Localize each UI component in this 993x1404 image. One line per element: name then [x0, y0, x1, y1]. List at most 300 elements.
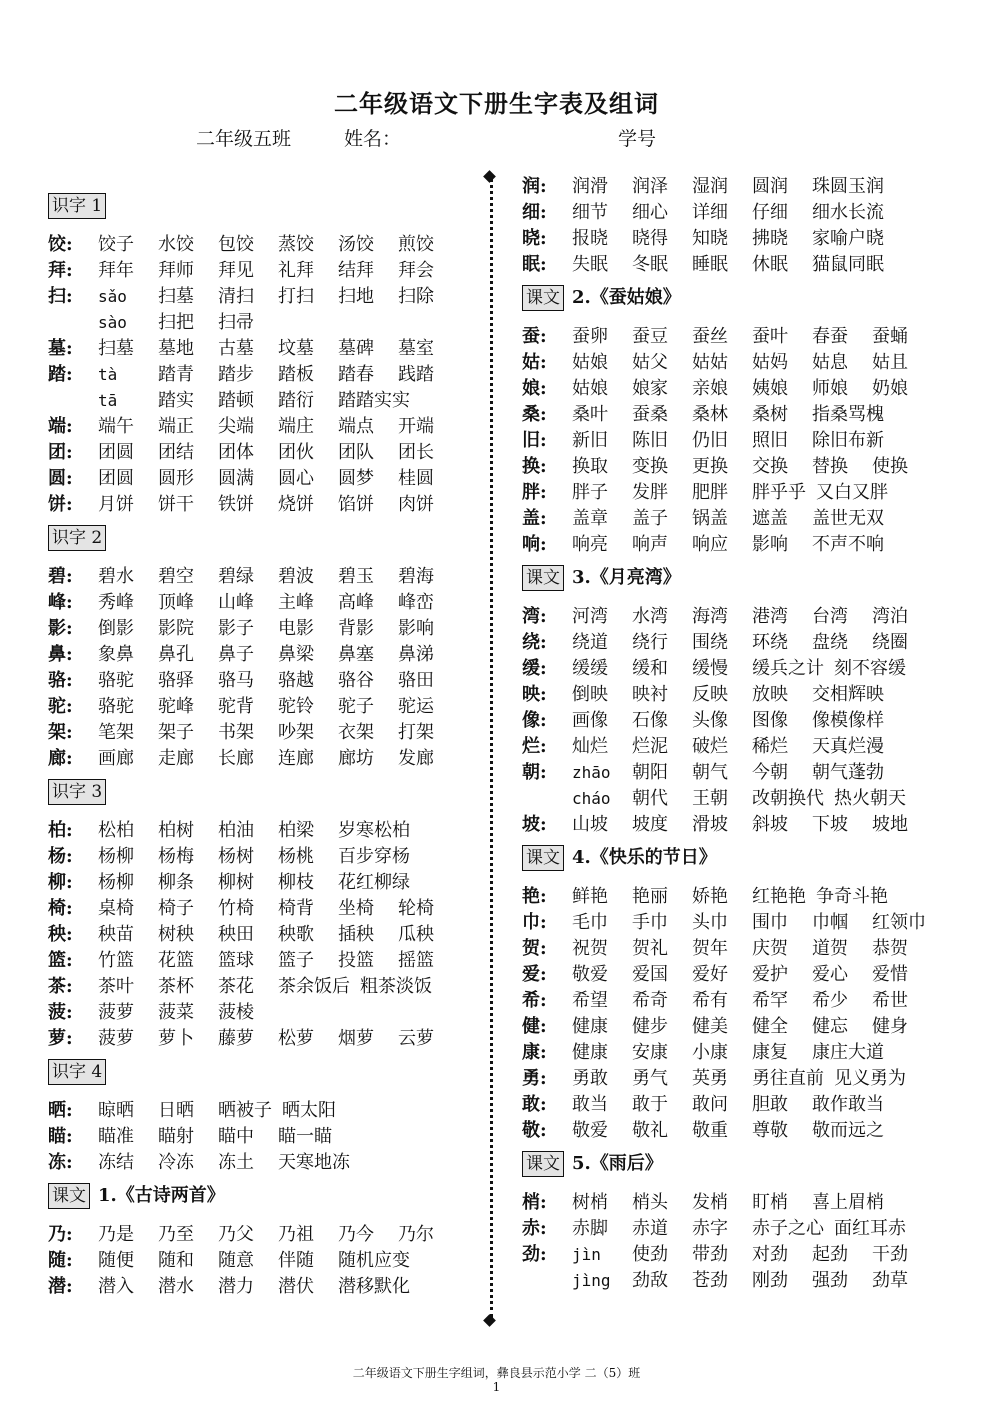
word-list [572, 910, 936, 936]
vocab-character: 椅: [48, 898, 73, 919]
vocab-character: 团: [48, 442, 73, 463]
vocab-row [48, 1274, 468, 1300]
lesson-section [48, 1182, 468, 1300]
vocab-character: 绕: [522, 632, 547, 653]
vocab-word: 盘绕 [812, 632, 848, 653]
vocab-character: 端: [48, 416, 73, 437]
vocab-word: 庆贺 [752, 938, 788, 959]
section-tag: 识字 1 [48, 193, 106, 219]
vocab-character: 敬: [522, 1120, 547, 1141]
vocab-word: 敬爱 [572, 964, 608, 985]
vocab-word: 树秧 [158, 924, 194, 945]
vocab-word: 赤字 [692, 1218, 728, 1239]
vocab-word: 踏春 [338, 364, 374, 385]
vocab-word: 连廊 [278, 748, 314, 769]
word-list [98, 668, 458, 694]
vocab-word: 菠菜 [158, 1002, 194, 1023]
word-list [98, 694, 458, 720]
vocab-word: 使换 [872, 456, 908, 477]
vocab-word: 康复 [752, 1042, 788, 1063]
vocab-row [522, 884, 952, 910]
vocab-row [48, 336, 468, 362]
vocab-word: 英勇 [692, 1068, 728, 1089]
word-list [572, 962, 932, 988]
vocab-word: 骆驼 [98, 670, 134, 691]
vocab-word: 践踏 [398, 364, 434, 385]
vocab-word: 盖子 [632, 508, 668, 529]
vocab-word: 锅盖 [692, 508, 728, 529]
vocab-row [522, 656, 952, 682]
vocab-word: 乃尔 [398, 1224, 434, 1245]
vocab-word: 扫除 [398, 286, 434, 307]
vocab-word: 天真烂漫 [812, 736, 884, 757]
vocab-row [522, 936, 952, 962]
lesson-section [522, 564, 952, 838]
vocab-word: 艳丽 [632, 886, 668, 907]
vocab-word: 杨柳 [98, 872, 134, 893]
vocab-word: 扫把 [158, 312, 194, 333]
word-list [98, 590, 458, 616]
vocab-row [48, 232, 468, 258]
vocab-word: 喜上眉梢 [812, 1192, 884, 1213]
vocab-word: 团圆 [98, 468, 134, 489]
vocab-word: 盖世无双 [812, 508, 884, 529]
vocab-word: 蒸饺 [278, 234, 314, 255]
class-name: 二年级五班 [196, 128, 292, 150]
vocab-word: 驼峰 [158, 696, 194, 717]
word-list [98, 258, 458, 284]
vocab-word: 润泽 [632, 176, 668, 197]
vocab-word: 藤萝 [218, 1028, 254, 1049]
vocab-word: 包饺 [218, 234, 254, 255]
vocab-word: 墓室 [398, 338, 434, 359]
vocab-word: 松柏 [98, 820, 134, 841]
vocab-word: 团圆 [98, 442, 134, 463]
vocab-word: 碧玉 [338, 566, 374, 587]
vocab-row [48, 258, 468, 284]
word-list [572, 1268, 932, 1294]
word-list [98, 974, 442, 1000]
vocab-row [522, 350, 952, 376]
word-list [572, 630, 932, 656]
pinyin-reading: tā [98, 391, 118, 410]
vocab-word: 踏青 [158, 364, 194, 385]
vocab-word: 胆敢 [752, 1094, 788, 1115]
vocab-word: 坡度 [632, 814, 668, 835]
pinyin-reading: jìng [572, 1271, 611, 1290]
vocab-word: 鼻梁 [278, 644, 314, 665]
vocab-character: 盖: [522, 508, 547, 529]
vocab-word: 对劲 [752, 1244, 788, 1265]
vocab-word: 画像 [572, 710, 608, 731]
vocab-word: 瞄准 [98, 1126, 134, 1147]
vocab-word: 细水长流 [812, 202, 884, 223]
vocab-row [48, 466, 468, 492]
vocab-word: 见义勇为 [834, 1068, 906, 1089]
word-list [98, 720, 458, 746]
vocab-word: 又白又胖 [816, 482, 888, 503]
vocab-word: 坐椅 [338, 898, 374, 919]
vocab-word: 铁饼 [218, 494, 254, 515]
vocab-word: 菠萝 [98, 1028, 134, 1049]
vocab-word: 桌椅 [98, 898, 134, 919]
vocab-word: 冻结 [98, 1152, 134, 1173]
vocab-word: 团体 [218, 442, 254, 463]
vocab-word: 冷冻 [158, 1152, 194, 1173]
vocab-word: 背影 [338, 618, 374, 639]
vocab-word: 竹篮 [98, 950, 134, 971]
vocab-word: 爱好 [692, 964, 728, 985]
vocab-word: 驼背 [218, 696, 254, 717]
vocab-character: 勇: [522, 1068, 547, 1089]
vocab-word: 尊敬 [752, 1120, 788, 1141]
vocab-word: 朝气蓬勃 [812, 762, 884, 783]
vocab-word: 书架 [218, 722, 254, 743]
vocab-word: 盯梢 [752, 1192, 788, 1213]
vocab-character: 桑: [522, 404, 547, 425]
vocab-word: 蚕卵 [572, 326, 608, 347]
vocab-character: 蚕: [522, 326, 547, 347]
vocab-word: 朝代 [632, 788, 668, 809]
vocab-word: 瞄射 [158, 1126, 194, 1147]
divider-top-diamond-icon [483, 170, 496, 183]
vocab-character: 细: [522, 202, 547, 223]
vocab-word: 姑且 [872, 352, 908, 373]
vocab-word: 发廊 [398, 748, 434, 769]
vocab-character: 眠: [522, 254, 547, 275]
vocab-character: 康: [522, 1042, 547, 1063]
vocab-word: 鼻涕 [398, 644, 434, 665]
vocab-word: 详细 [692, 202, 728, 223]
vocab-character: 缓: [522, 658, 547, 679]
vocab-word: 面红耳赤 [834, 1218, 906, 1239]
vocab-word: 缓缓 [572, 658, 608, 679]
vocab-word: 踏实 [158, 390, 194, 411]
word-list [572, 480, 898, 506]
vocab-row [48, 1222, 468, 1248]
vocab-word: 水饺 [158, 234, 194, 255]
vocab-word: 团结 [158, 442, 194, 463]
student-info-line [0, 124, 993, 152]
vocab-word: 今朝 [752, 762, 788, 783]
vocab-word: 勇往直前 [752, 1068, 824, 1089]
vocab-word: 健美 [692, 1016, 728, 1037]
vocab-word: 王朝 [692, 788, 728, 809]
vocab-word: 天寒地冻 [278, 1152, 350, 1173]
vocab-row [48, 492, 468, 518]
lesson-section [48, 1058, 468, 1176]
vocab-word: 杨柳 [98, 846, 134, 867]
vocab-row [48, 564, 468, 590]
word-list [98, 564, 458, 590]
vocab-word: 河湾 [572, 606, 608, 627]
vocab-character: 敢: [522, 1094, 547, 1115]
word-list [572, 656, 916, 682]
id-label: 学号 [618, 128, 657, 150]
vocab-word: 杨梅 [158, 846, 194, 867]
vocab-word: 康庄大道 [812, 1042, 884, 1063]
word-list [572, 682, 894, 708]
vocab-word: 赤脚 [572, 1218, 608, 1239]
vocab-word: 图像 [752, 710, 788, 731]
vocab-word: 晓得 [632, 228, 668, 249]
vocab-row [48, 870, 468, 896]
word-list [572, 1242, 932, 1268]
vocab-word: 烟萝 [338, 1028, 374, 1049]
vocab-row [522, 376, 952, 402]
vocab-character: 秧: [48, 924, 73, 945]
vocab-word: 绕圈 [872, 632, 908, 653]
vocab-word: 礼拜 [278, 260, 314, 281]
vocab-word: 端午 [98, 416, 134, 437]
vocab-word: 缓和 [632, 658, 668, 679]
vocab-word: 扫墓 [158, 286, 194, 307]
vocab-word: 倒影 [98, 618, 134, 639]
vocab-word: 墓地 [158, 338, 194, 359]
vocab-word: 桂圆 [398, 468, 434, 489]
vocab-word: 细心 [632, 202, 668, 223]
word-list [98, 818, 420, 844]
vocab-row [48, 284, 468, 310]
vocab-word: 影子 [218, 618, 254, 639]
vocab-word: 希罕 [752, 990, 788, 1011]
vocab-word: 桑树 [752, 404, 788, 425]
vocab-word: 长廊 [218, 748, 254, 769]
vocab-word: 健身 [872, 1016, 908, 1037]
vocab-word: 爱惜 [872, 964, 908, 985]
vocab-character: 换: [522, 456, 547, 477]
vocab-word: 拜年 [98, 260, 134, 281]
vocab-word: 骆驼 [98, 696, 134, 717]
vocab-word: 扫地 [338, 286, 374, 307]
vocab-word: 乃是 [98, 1224, 134, 1245]
vocab-character: 艳: [522, 886, 547, 907]
vocab-word: 贺礼 [632, 938, 668, 959]
vocab-word: 敬爱 [572, 1120, 608, 1141]
vocab-word: 篮球 [218, 950, 254, 971]
vocab-word: 润滑 [572, 176, 608, 197]
vocab-word: 踏步 [218, 364, 254, 385]
vocab-word: 使劲 [632, 1244, 668, 1265]
vocab-character: 贺: [522, 938, 547, 959]
vocab-row [48, 616, 468, 642]
vocab-word: 圆满 [218, 468, 254, 489]
vocab-row [522, 910, 952, 936]
vocab-word: 随便 [98, 1250, 134, 1271]
vocab-word: 饼干 [158, 494, 194, 515]
vocab-word: 圆梦 [338, 468, 374, 489]
vocab-word: 希少 [812, 990, 848, 1011]
lesson-section [48, 192, 468, 518]
vocab-word: 反映 [692, 684, 728, 705]
vocab-word: 梢头 [632, 1192, 668, 1213]
vocab-word: 休眠 [752, 254, 788, 275]
vocab-word: 椅子 [158, 898, 194, 919]
word-list [572, 936, 932, 962]
word-list [98, 284, 458, 310]
vocab-word: 碧波 [278, 566, 314, 587]
vocab-word: 骆谷 [338, 670, 374, 691]
vocab-word: 潜水 [158, 1276, 194, 1297]
vocab-word: 潜移默化 [338, 1276, 410, 1297]
vocab-word: 胖乎乎 [752, 482, 806, 503]
vocab-word: 缓慢 [692, 658, 728, 679]
vocab-word: 潜伏 [278, 1276, 314, 1297]
section-heading [48, 778, 468, 806]
vocab-character: 润: [522, 176, 547, 197]
vocab-word: 柏树 [158, 820, 194, 841]
vocab-word: 山坡 [572, 814, 608, 835]
vocab-row [48, 668, 468, 694]
vocab-row [522, 454, 952, 480]
vocab-row [522, 174, 952, 200]
vocab-word: 菠棱 [218, 1002, 254, 1023]
vocab-word: 姑娘 [572, 378, 608, 399]
vocab-word: 小康 [692, 1042, 728, 1063]
word-list [572, 174, 894, 200]
vocab-word: 鲜艳 [572, 886, 608, 907]
vocab-word: 汤饺 [338, 234, 374, 255]
vocab-character: 圆: [48, 468, 73, 489]
vocab-word: 台湾 [812, 606, 848, 627]
section-tag: 识字 3 [48, 779, 106, 805]
word-list [98, 1124, 342, 1150]
word-list [572, 1118, 894, 1144]
vocab-word: 冻土 [218, 1152, 254, 1173]
vocab-word: 绕行 [632, 632, 668, 653]
footer-text: 二年级语文下册生字组词，彝良县示范小学 二（5）班 [352, 1366, 641, 1380]
vocab-word: 热火朝天 [834, 788, 906, 809]
vocab-word: 秀峰 [98, 592, 134, 613]
vocab-character: 娘: [522, 378, 547, 399]
vocab-row [522, 962, 952, 988]
vocab-word: 交换 [752, 456, 788, 477]
lesson-section [522, 174, 952, 278]
vocab-word: 随意 [218, 1250, 254, 1271]
vocab-row [48, 1248, 468, 1274]
vocab-word: 走廊 [158, 748, 194, 769]
vocab-word: 带劲 [692, 1244, 728, 1265]
vocab-word: 粗茶淡饭 [360, 976, 432, 997]
vocab-word: 端正 [158, 416, 194, 437]
vocab-row [522, 252, 952, 278]
vocab-word: 更换 [692, 456, 728, 477]
vocab-row [48, 1000, 468, 1026]
vocab-row [48, 948, 468, 974]
vocab-row [522, 226, 952, 252]
vocab-word: 投篮 [338, 950, 374, 971]
pinyin-reading: zhāo [572, 763, 611, 782]
vocab-word: 红艳艳 [752, 886, 806, 907]
vocab-character: 湾: [522, 606, 547, 627]
vocab-row [522, 1268, 952, 1294]
section-tag: 识字 4 [48, 1059, 106, 1085]
vocab-row [522, 480, 952, 506]
vocab-word: 开端 [398, 416, 434, 437]
vocab-word: 春蚕 [812, 326, 848, 347]
vocab-word: 驼子 [338, 696, 374, 717]
vocab-word: 朝气 [692, 762, 728, 783]
section-heading [48, 1058, 468, 1086]
vocab-character: 朝: [522, 762, 547, 783]
vocab-row [522, 402, 952, 428]
vocab-word: 起劲 [812, 1244, 848, 1265]
vocab-row [522, 604, 952, 630]
vocab-word: 强劲 [812, 1270, 848, 1291]
word-list [572, 760, 894, 786]
vocab-word: 影响 [398, 618, 434, 639]
vocab-word: 知晓 [692, 228, 728, 249]
vocab-row [48, 844, 468, 870]
vocab-word: 贺年 [692, 938, 728, 959]
vocab-word: 师娘 [812, 378, 848, 399]
vocab-word: 象鼻 [98, 644, 134, 665]
word-list [98, 362, 458, 388]
vocab-word: 敢当 [572, 1094, 608, 1115]
vocab-word: 蚕蛹 [872, 326, 908, 347]
vocab-word: 秧苗 [98, 924, 134, 945]
vocab-word: 爱心 [812, 964, 848, 985]
vocab-word: 祝贺 [572, 938, 608, 959]
vocab-word: 劲敌 [632, 1270, 668, 1291]
vocab-word: 除旧布新 [812, 430, 884, 451]
vocab-word: 仔细 [752, 202, 788, 223]
vocab-word: 破烂 [692, 736, 728, 757]
vocab-row [48, 1150, 468, 1176]
word-list [98, 844, 420, 870]
vocab-word: 姑父 [632, 352, 668, 373]
vocab-word: 结拜 [338, 260, 374, 281]
vocab-word: 鼻子 [218, 644, 254, 665]
vocab-row [48, 310, 468, 336]
section-heading [522, 564, 952, 592]
vocab-row [522, 812, 952, 838]
vocab-row [522, 708, 952, 734]
vocab-word: 乃今 [338, 1224, 374, 1245]
vocab-word: 爱护 [752, 964, 788, 985]
vocab-word: 姑姑 [692, 352, 728, 373]
vocab-word: 骆田 [398, 670, 434, 691]
word-list [572, 226, 894, 252]
word-list [98, 414, 458, 440]
vocab-word: 胖子 [572, 482, 608, 503]
word-list [98, 616, 458, 642]
vocab-character: 希: [522, 990, 547, 1011]
vocab-word: 下坡 [812, 814, 848, 835]
vocab-word: 碧空 [158, 566, 194, 587]
vocab-word: 馅饼 [338, 494, 374, 515]
vocab-word: 赤子之心 [752, 1218, 824, 1239]
vocab-word: 吵架 [278, 722, 314, 743]
vocab-row [522, 324, 952, 350]
vocab-character: 健: [522, 1016, 547, 1037]
vocab-word: 瞄中 [218, 1126, 254, 1147]
vocab-word: 响亮 [572, 534, 608, 555]
vocab-word: 刻不容缓 [834, 658, 906, 679]
pinyin-reading: sào [98, 313, 127, 332]
vocab-word: 健全 [752, 1016, 788, 1037]
vocab-word: 放映 [752, 684, 788, 705]
vocab-character: 晓: [522, 228, 547, 249]
section-tag: 课文 [522, 565, 564, 591]
vocab-word: 随机应变 [338, 1250, 410, 1271]
vocab-word: 乃父 [218, 1224, 254, 1245]
word-list [572, 454, 932, 480]
vocab-word: 月饼 [98, 494, 134, 515]
vocab-word: 打扫 [278, 286, 314, 307]
vocab-word: 敢作敢当 [812, 1094, 884, 1115]
vocab-character: 巾: [522, 912, 547, 933]
